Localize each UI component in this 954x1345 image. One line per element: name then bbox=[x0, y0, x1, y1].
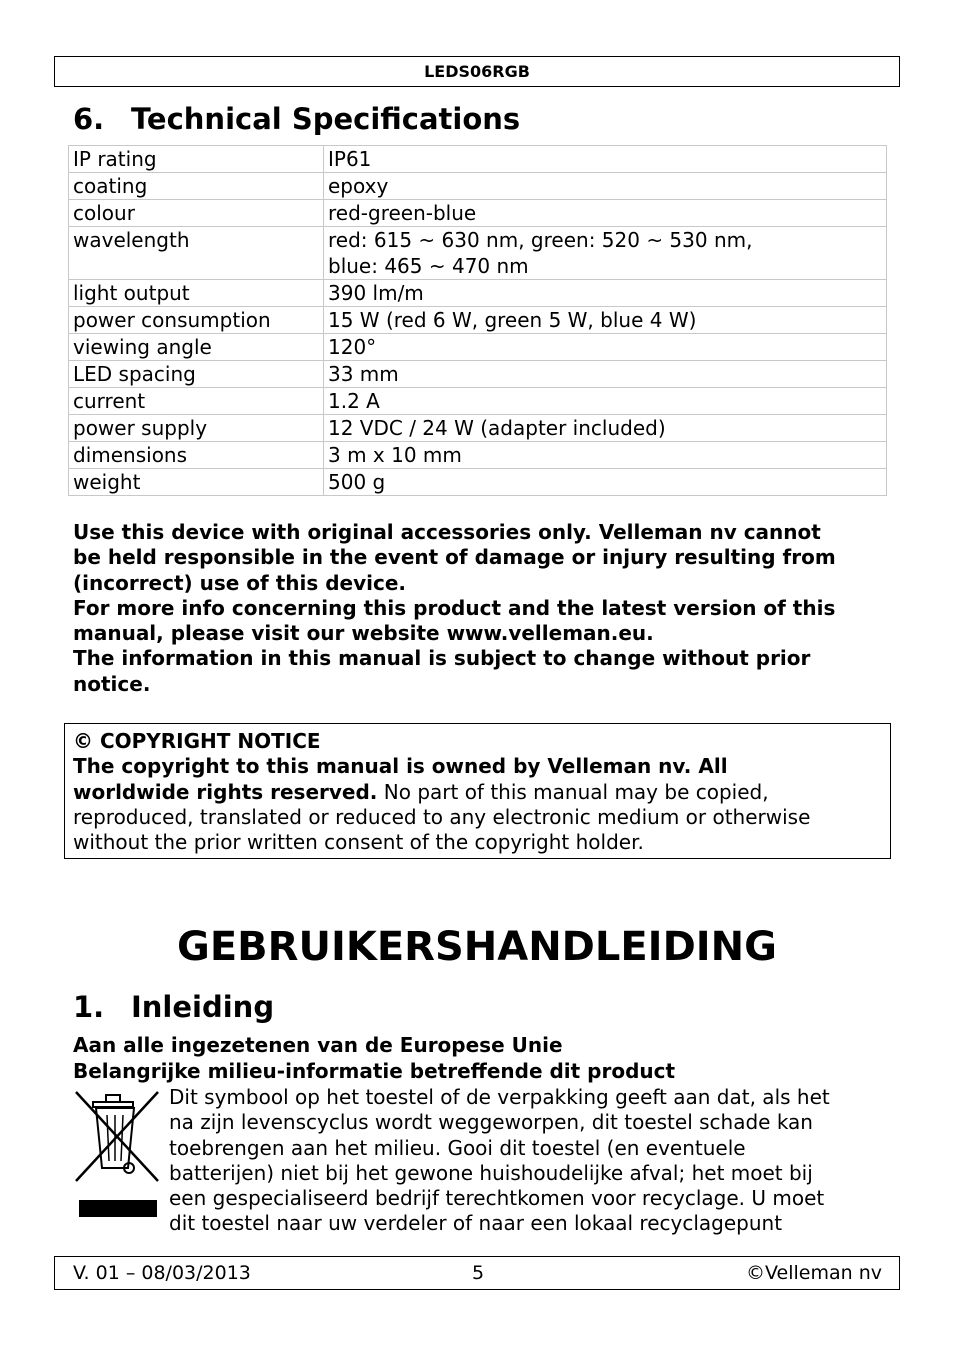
table-row bbox=[69, 307, 887, 334]
paragraph-line: na zijn levenscyclus wordt weggeworpen, dit toestel schade kan bbox=[169, 1110, 813, 1135]
table-row bbox=[69, 415, 887, 442]
notice-line: The information in this manual is subject to change without prior bbox=[73, 646, 811, 671]
notice-line: Use this device with original accessories only. Velleman nv cannot bbox=[73, 520, 821, 544]
paragraph-line: toebrengen aan het milieu. Gooi dit toestel (en eventuele bbox=[169, 1135, 746, 1160]
spec-value: 500 g bbox=[324, 469, 887, 496]
table-row bbox=[69, 442, 887, 469]
spec-value-line: red: 615 ~ 630 nm, green: 520 ~ 530 nm, bbox=[328, 228, 753, 252]
table-row bbox=[69, 173, 887, 200]
copyright-text-line: reproduced, translated or reduced to any electronic medium or otherwise bbox=[73, 804, 811, 829]
page-footer bbox=[54, 1256, 900, 1290]
copyright-bold-line: The copyright to this manual is owned by Velleman nv. All bbox=[73, 754, 728, 779]
section-title: Technical Specifications bbox=[131, 102, 521, 136]
spec-value: 33 mm bbox=[324, 361, 887, 388]
table-row bbox=[69, 388, 887, 415]
spec-key: coating bbox=[69, 173, 324, 200]
model-name: LEDS06RGB bbox=[424, 62, 530, 81]
spec-value: IP61 bbox=[324, 146, 887, 173]
table-row bbox=[69, 334, 887, 361]
weee-crossed-bin-icon bbox=[72, 1088, 162, 1222]
subheading-line: Belangrijke milieu-informatie betreffende dit product bbox=[73, 1058, 676, 1083]
notice-line: be held responsible in the event of damage or injury resulting from bbox=[73, 545, 836, 570]
spec-key: viewing angle bbox=[69, 334, 324, 361]
spec-key: wavelength bbox=[69, 227, 324, 280]
table-row bbox=[69, 146, 887, 173]
table-row bbox=[69, 200, 887, 227]
table-row bbox=[69, 469, 887, 496]
paragraph-line: dit toestel naar uw verdeler of naar een lokaal recyclagepunt bbox=[169, 1211, 783, 1236]
spec-key: colour bbox=[69, 200, 324, 227]
spec-value: epoxy bbox=[324, 173, 887, 200]
section-heading-inleiding bbox=[73, 989, 274, 1025]
footer-page-number: 5 bbox=[471, 1262, 485, 1284]
table-row bbox=[69, 361, 887, 388]
weee-paragraph bbox=[169, 1085, 869, 1237]
spec-key: LED spacing bbox=[69, 361, 324, 388]
spec-value: 12 VDC / 24 W (adapter included) bbox=[324, 415, 887, 442]
subheading-block bbox=[73, 1033, 893, 1084]
specs-table bbox=[68, 145, 887, 496]
page-header bbox=[54, 56, 900, 87]
subheading-line: Aan alle ingezetenen van de Europese Unie bbox=[73, 1033, 563, 1057]
spec-value-multiline bbox=[324, 227, 887, 280]
section-title: Inleiding bbox=[131, 990, 275, 1024]
spec-value: red-green-blue bbox=[324, 200, 887, 227]
section-heading-specs bbox=[73, 101, 520, 137]
spec-key: light output bbox=[69, 280, 324, 307]
spec-value-line: blue: 465 ~ 470 nm bbox=[328, 254, 529, 278]
spec-value: 390 lm/m bbox=[324, 280, 887, 307]
spec-key: current bbox=[69, 388, 324, 415]
spec-value: 3 m x 10 mm bbox=[324, 442, 887, 469]
copyright-notice-box bbox=[64, 723, 891, 859]
table-row bbox=[69, 227, 887, 280]
copyright-text: No part of this manual may be copied, bbox=[377, 779, 769, 804]
paragraph-line: batterijen) niet bij het gewone huishoudelijke afval; het moet bij bbox=[169, 1160, 813, 1185]
footer-copyright: ©Velleman nv bbox=[746, 1262, 882, 1284]
notice-line: notice. bbox=[73, 671, 151, 696]
notice-line: (incorrect) use of this device. bbox=[73, 570, 407, 595]
manual-title: GEBRUIKERSHANDLEIDING bbox=[177, 924, 777, 970]
spec-key: IP rating bbox=[69, 146, 324, 173]
spec-key: power consumption bbox=[69, 307, 324, 334]
section-number: 1. bbox=[73, 990, 105, 1024]
section-number: 6. bbox=[73, 102, 105, 136]
copyright-bold-text: worldwide rights reserved. bbox=[73, 779, 378, 804]
footer-version: V. 01 – 08/03/2013 bbox=[73, 1262, 251, 1284]
spec-value: 15 W (red 6 W, green 5 W, blue 4 W) bbox=[324, 307, 887, 334]
notice-line: For more info concerning this product and the latest version of this bbox=[73, 595, 836, 620]
spec-value: 120° bbox=[324, 334, 887, 361]
spec-key: dimensions bbox=[69, 442, 324, 469]
spec-key: power supply bbox=[69, 415, 324, 442]
paragraph-line: een gespecialiseerd bedrijf terechtkomen voor recyclage. U moet bbox=[169, 1186, 825, 1211]
paragraph-line: Dit symbool op het toestel of de verpakking geeft aan dat, als het bbox=[169, 1085, 830, 1109]
copyright-mixed-line bbox=[73, 780, 882, 805]
copyright-text-line: without the prior written consent of the copyright holder. bbox=[73, 830, 644, 855]
copyright-title: © COPYRIGHT NOTICE bbox=[73, 729, 321, 753]
spec-value: 1.2 A bbox=[324, 388, 887, 415]
table-row bbox=[69, 280, 887, 307]
usage-notice bbox=[73, 520, 893, 697]
notice-line: manual, please visit our website www.velleman.eu. bbox=[73, 621, 654, 646]
spec-key: weight bbox=[69, 469, 324, 496]
